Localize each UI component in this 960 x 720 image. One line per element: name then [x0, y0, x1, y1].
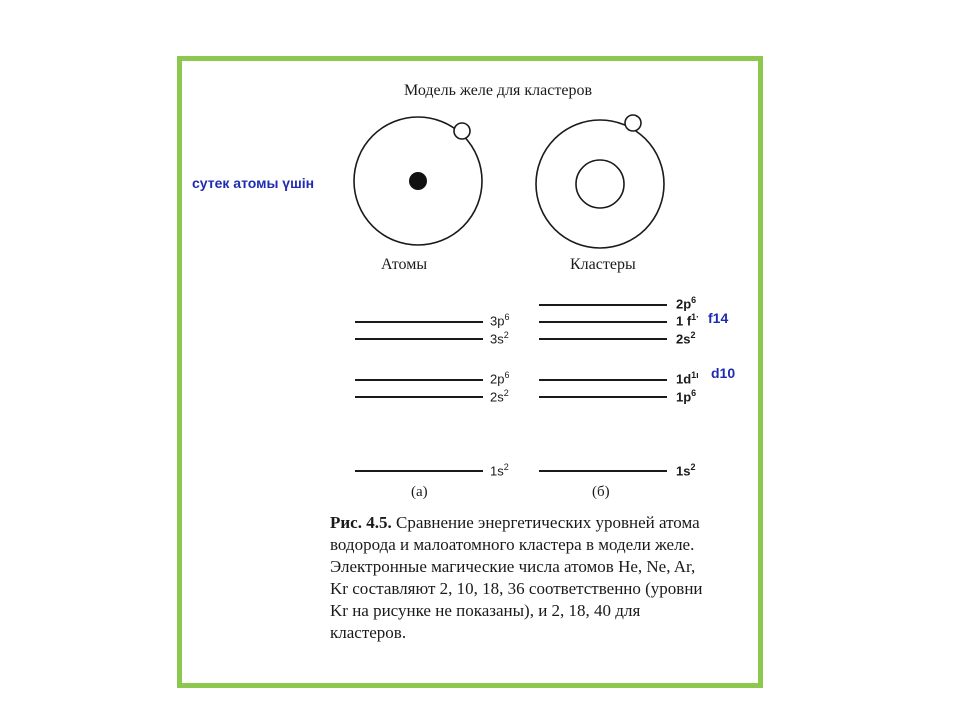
- cluster-level-label: $1d^{1ı}$: [676, 370, 699, 387]
- atom-level-line: [355, 396, 483, 398]
- cluster-level-line: [539, 470, 667, 472]
- clusters-caption: Кластеры: [570, 256, 636, 273]
- cluster-level-line: [539, 396, 667, 398]
- figure-caption: [330, 512, 710, 644]
- atom-level-label: $3s^2$: [490, 330, 509, 347]
- d10-annotation: d10: [711, 365, 736, 381]
- atom-level-line: [355, 379, 483, 381]
- cluster-level-label: $2p^6$: [676, 295, 697, 312]
- atom-level-label: $2p^6$: [490, 370, 510, 387]
- cluster-level-label: $1p^6$: [676, 388, 697, 405]
- atom-nucleus: [409, 172, 427, 190]
- panel-b-label: (б): [592, 484, 610, 500]
- atom-level-label: $1s^2$: [490, 462, 509, 479]
- cluster-electron: [625, 115, 641, 131]
- cluster-core: [576, 160, 624, 208]
- atom-level-line: [355, 470, 483, 472]
- hydrogen-atom-label: сутек атомы үшін: [192, 175, 315, 191]
- cluster-level-line: [539, 338, 667, 340]
- atom-level-label: $2s^2$: [490, 388, 509, 405]
- cluster-level-line: [539, 379, 667, 381]
- cluster-orbit: [536, 120, 664, 248]
- figure-title: Модель желе для кластеров: [404, 82, 593, 99]
- figure-number: Рис. 4.5.: [330, 513, 392, 532]
- panel-a-label: (а): [411, 484, 428, 500]
- cluster-level-line: [539, 304, 667, 306]
- atom-level-line: [355, 321, 483, 323]
- atom-level-label: $3p^6$: [490, 312, 510, 329]
- cluster-level-line: [539, 321, 667, 323]
- atoms-caption: Атомы: [381, 256, 428, 273]
- atom-level-line: [355, 338, 483, 340]
- f14-annotation: f14: [708, 310, 729, 326]
- atom-electron: [454, 123, 470, 139]
- cluster-level-label: 1 $f^{1\cdot}$: [676, 312, 700, 329]
- cluster-level-label: $2s^2$: [676, 330, 696, 347]
- cluster-level-label: $1s^2$: [676, 462, 696, 479]
- caption-text: Сравнение энергетических уровней атома водорода и малоатомного кластера в модели желе. Электронные магические числа атомов He, Ne, Ar, Kr составляют 2, 10, 18, 36 соответственно (уровни Kr на рисунке не показаны), и 2, 18, 40 для кластеров.: [330, 513, 703, 642]
